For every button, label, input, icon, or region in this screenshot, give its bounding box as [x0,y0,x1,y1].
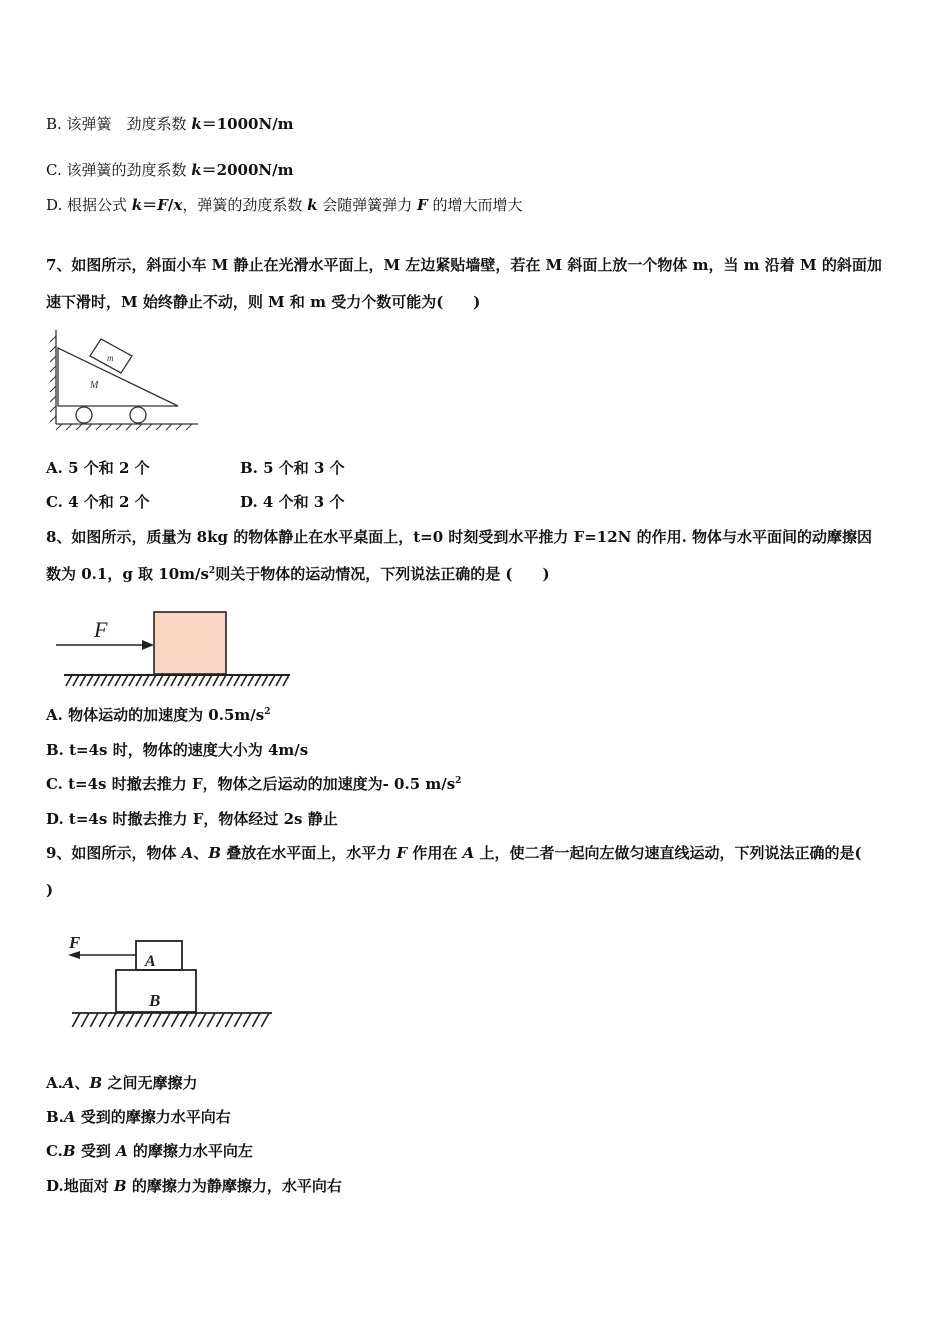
q9-option-a-var-a: A [62,1074,75,1092]
hatch-line [252,1013,260,1027]
hatch-line [207,1013,215,1027]
hatch-line [243,1013,251,1027]
hatch-line [81,1013,89,1027]
hatch-line [115,675,121,686]
q6-option-c-k: k [191,161,202,179]
hatch-line [185,675,191,686]
q7-figure-incline-cart [46,326,206,434]
hatch-line [80,675,86,686]
q8-figure-push-block [50,604,295,690]
hatch-line [66,675,72,686]
hatch-line [171,675,177,686]
block-label: m [107,353,114,363]
block-a-label: A [145,953,156,970]
hatch-line [126,1013,134,1027]
incline-cart-body [58,348,178,406]
q6-option-d-slash: / [167,196,174,214]
q8-stem-line2-b: 则关于物体的运动情况，下列说法正确的是 ( ) [215,565,550,583]
q9-option-d-text2: 的摩擦力为静摩擦力，水平向右 [126,1177,342,1195]
cart-wheel-left [76,407,92,423]
q9-stem-var-a2: A [462,844,475,862]
hatch-line [122,675,128,686]
hatch-line [213,675,219,686]
q8-option-b: B. t=4s 时，物体的速度大小为 4m/s [46,741,309,759]
q6-option-d-k2: k [307,196,318,214]
hatch-line [136,675,142,686]
hatch-line [87,675,93,686]
hatch-line [283,675,289,686]
q8-option-a [46,705,270,725]
wall-hatching [50,336,56,422]
q6-option-b-text: B. 该弹簧 劲度系数 [46,115,192,133]
q9-option-b-var-a: A [63,1108,76,1126]
q6-option-c-text: C. 该弹簧的劲度系数 [46,161,192,179]
q9-option-a [46,1073,197,1093]
q6-option-d-k: k [131,196,143,214]
hatch-line [171,1013,179,1027]
q7-option-a: A. 5 个和 2 个 [46,459,150,477]
q8-stem-line2-a: 数为 0.1，g 取 10m/s [46,565,209,583]
hatch-line [248,675,254,686]
q9-option-b-text: 受到的摩擦力水平向右 [75,1108,231,1126]
ground-hatching [72,1013,269,1027]
q9-stem-a: 9、如图所示，物体 [46,844,182,862]
q9-option-c-letter: C. [46,1142,63,1160]
hatch-line [234,675,240,686]
hatch-line [72,1013,80,1027]
ground-hatching [56,424,192,430]
force-arrowhead [142,640,154,650]
hatch-line [227,675,233,686]
hatch-line [192,675,198,686]
q8-stem-line2 [46,564,550,584]
q9-stem-var-f: F [396,844,408,862]
hatch-line [276,675,282,686]
hatch-line [198,1013,206,1027]
q9-option-a-text: 之间无摩擦力 [102,1074,198,1092]
q9-option-d-var-b: B [113,1177,127,1195]
q6-option-d-text4: 的增大而增大 [427,196,523,214]
q9-option-c-mid: 受到 [75,1142,117,1160]
q9-option-b [46,1107,231,1127]
hatch-line [234,1013,242,1027]
q9-option-c-var-b: B [62,1142,76,1160]
hatch-line [178,675,184,686]
hatch-line [94,675,100,686]
hatch-line [150,675,156,686]
q6-option-b-k: k [191,115,202,133]
hatch-line [117,1013,125,1027]
hatch-line [220,675,226,686]
q6-option-c [46,160,293,180]
hatch-line [90,1013,98,1027]
hatch-line [206,675,212,686]
hatch-line [108,1013,116,1027]
q8-option-a-sup: 2 [264,707,271,717]
cart-label: M [90,380,99,391]
hatch-line [144,1013,152,1027]
force-arrowhead [68,951,80,959]
q6-option-d-f2: F [417,196,428,214]
q6-option-d-x: x [173,196,183,214]
pushed-block [154,612,226,674]
q7-option-b: B. 5 个和 3 个 [240,459,345,477]
block-a [136,941,182,970]
q9-option-d [46,1176,342,1196]
q9-stem-line2: ) [46,881,54,899]
hatch-line [143,675,149,686]
table-hatching [66,675,289,686]
q8-option-a-text: A. 物体运动的加速度为 0.5m/s [46,706,265,724]
hatch-line [189,1013,197,1027]
block-b-label: B [149,991,161,1010]
hatch-line [180,1013,188,1027]
q6-option-d-f: F [157,196,168,214]
force-label: F [69,933,81,952]
hatch-line [73,675,79,686]
q9-option-c-text: 的摩擦力水平向左 [127,1142,253,1160]
q7-option-c: C. 4 个和 2 个 [46,493,150,511]
q8-option-d: D. t=4s 时撤去推力 F，物体经过 2s 静止 [46,810,338,828]
hatch-line [157,675,163,686]
hatch-line [241,675,247,686]
hatch-line [262,675,268,686]
q6-option-d-text3: 会随弹簧弹力 [317,196,418,214]
hatch-line [261,1013,269,1027]
q9-stem-line1 [46,843,862,863]
hatch-line [108,675,114,686]
q9-stem-d: 上，使二者一起向左做匀速直线运动，下列说法正确的是( [474,844,862,862]
force-label: F [94,617,108,642]
q8-stem-sup: 2 [208,566,216,576]
q8-stem-line1: 8、如图所示，质量为 8kg 的物体静止在水平桌面上，t=0 时刻受到水平推力 F=12N 的作用. 物体与水平面间的动摩擦因 [46,528,873,546]
q9-option-a-letter: A. [46,1074,63,1092]
q8-option-c-sup: 2 [455,776,462,786]
q9-stem-var-b: B [208,844,222,862]
q9-option-b-letter: B. [46,1108,64,1126]
hatch-line [162,1013,170,1027]
q6-option-c-value: ＝2000N/m [201,161,294,179]
hatch-line [255,675,261,686]
q9-stem-c: 作用在 [407,844,463,862]
q8-option-c [46,774,461,794]
cart-wheel-right [130,407,146,423]
hatch-line [216,1013,224,1027]
q9-stem-sep: 、 [193,844,209,862]
hatch-line [99,1013,107,1027]
q9-option-c [46,1141,253,1161]
q9-option-d-text: D.地面对 [46,1177,114,1195]
hatch-line [129,675,135,686]
hatch-line [164,675,170,686]
hatch-line [135,1013,143,1027]
q7-stem-line1: 7、如图所示，斜面小车 M 静止在光滑水平面上，M 左边紧贴墙壁，若在 M 斜面上放一个物体 m，当 m 沿着 M 的斜面加 [46,256,882,274]
q9-stem-var-a: A [181,844,194,862]
hatch-line [199,675,205,686]
q6-option-b [46,114,294,134]
hatch-line [101,675,107,686]
q6-option-d [46,195,522,215]
q9-stem-b: 叠放在水平面上，水平力 [221,844,397,862]
q7-option-d: D. 4 个和 3 个 [240,493,345,511]
q6-option-d-text: D. 根据公式 [46,196,132,214]
q6-option-d-eq: ＝ [142,196,158,214]
hatch-line [269,675,275,686]
q6-option-d-text2: ，弹簧的劲度系数 [182,196,308,214]
hatch-line [153,1013,161,1027]
q9-option-c-var-a: A [116,1142,128,1160]
hatch-line [225,1013,233,1027]
q7-stem-line2: 速下滑时，M 始终静止不动，则 M 和 m 受力个数可能为( ) [46,293,481,311]
q9-option-a-sep: 、 [74,1074,90,1092]
q8-option-c-text: C. t=4s 时撤去推力 F，物体之后运动的加速度为- 0.5 m/s [46,775,456,793]
q6-option-b-value: ＝1000N/m [201,115,294,133]
q9-option-a-var-b: B [89,1074,103,1092]
q9-figure-stacked-blocks [58,926,278,1030]
